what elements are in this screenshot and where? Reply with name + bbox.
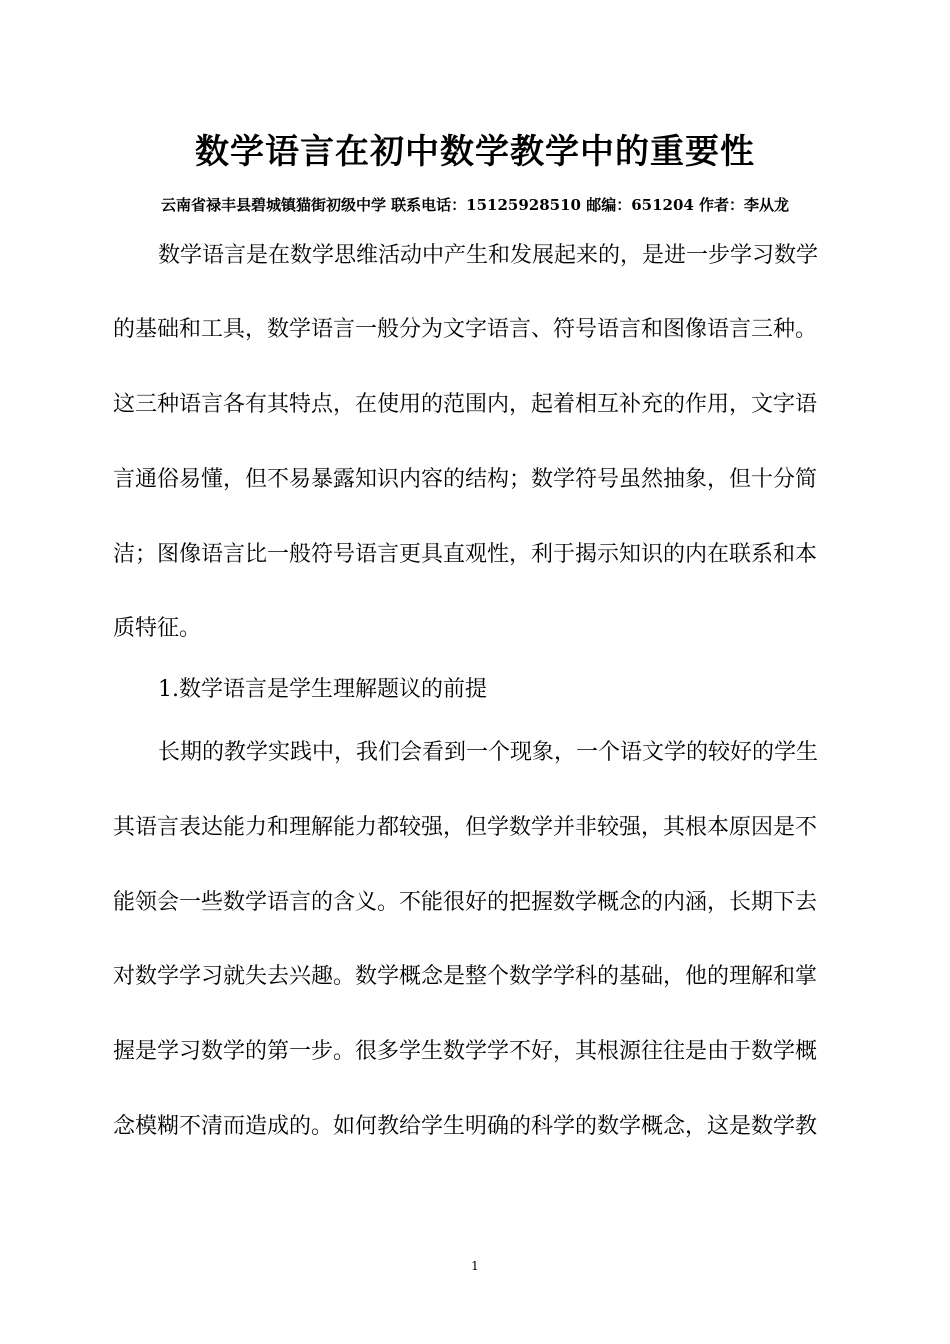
section-heading: 1.数学语言是学生理解题议的前提 [158, 677, 487, 702]
paragraph-line: 这三种语言各有其特点，在使用的范围内，起着相互补充的作用，文字语 [113, 392, 818, 417]
paragraph-line: 的基础和工具，数学语言一般分为文字语言、符号语言和图像语言三种。 [113, 317, 818, 342]
document-title: 数学语言在初中数学教学中的重要性 [195, 132, 755, 172]
author-byline: 云南省禄丰县碧城镇猫街初级中学 联系电话：15125928510 邮编：651204 作者：李从龙 [160, 196, 790, 214]
paragraph-line: 其语言表达能力和理解能力都较强，但学数学并非较强，其根本原因是不 [113, 815, 818, 840]
paragraph-line: 数学语言是在数学思维活动中产生和发展起来的，是进一步学习数学 [158, 243, 819, 268]
page-number: 1 [471, 1259, 479, 1273]
paragraph-line: 长期的教学实践中，我们会看到一个现象，一个语文学的较好的学生 [158, 740, 819, 765]
paragraph-line: 握是学习数学的第一步。很多学生数学学不好，其根源往往是由于数学概 [113, 1039, 818, 1064]
paragraph-line: 对数学学习就失去兴趣。数学概念是整个数学学科的基础，他的理解和掌 [113, 964, 818, 989]
paragraph-line: 能领会一些数学语言的含义。不能很好的把握数学概念的内涵，长期下去 [113, 890, 818, 915]
paragraph-line: 念模糊不清而造成的。如何教给学生明确的科学的数学概念，这是数学教 [113, 1114, 818, 1139]
paragraph-line: 洁；图像语言比一般符号语言更具直观性，利于揭示知识的内在联系和本 [113, 542, 818, 567]
paragraph-line: 质特征。 [113, 616, 202, 641]
paragraph-line: 言通俗易懂，但不易暴露知识内容的结构；数学符号虽然抽象，但十分简 [113, 467, 818, 492]
